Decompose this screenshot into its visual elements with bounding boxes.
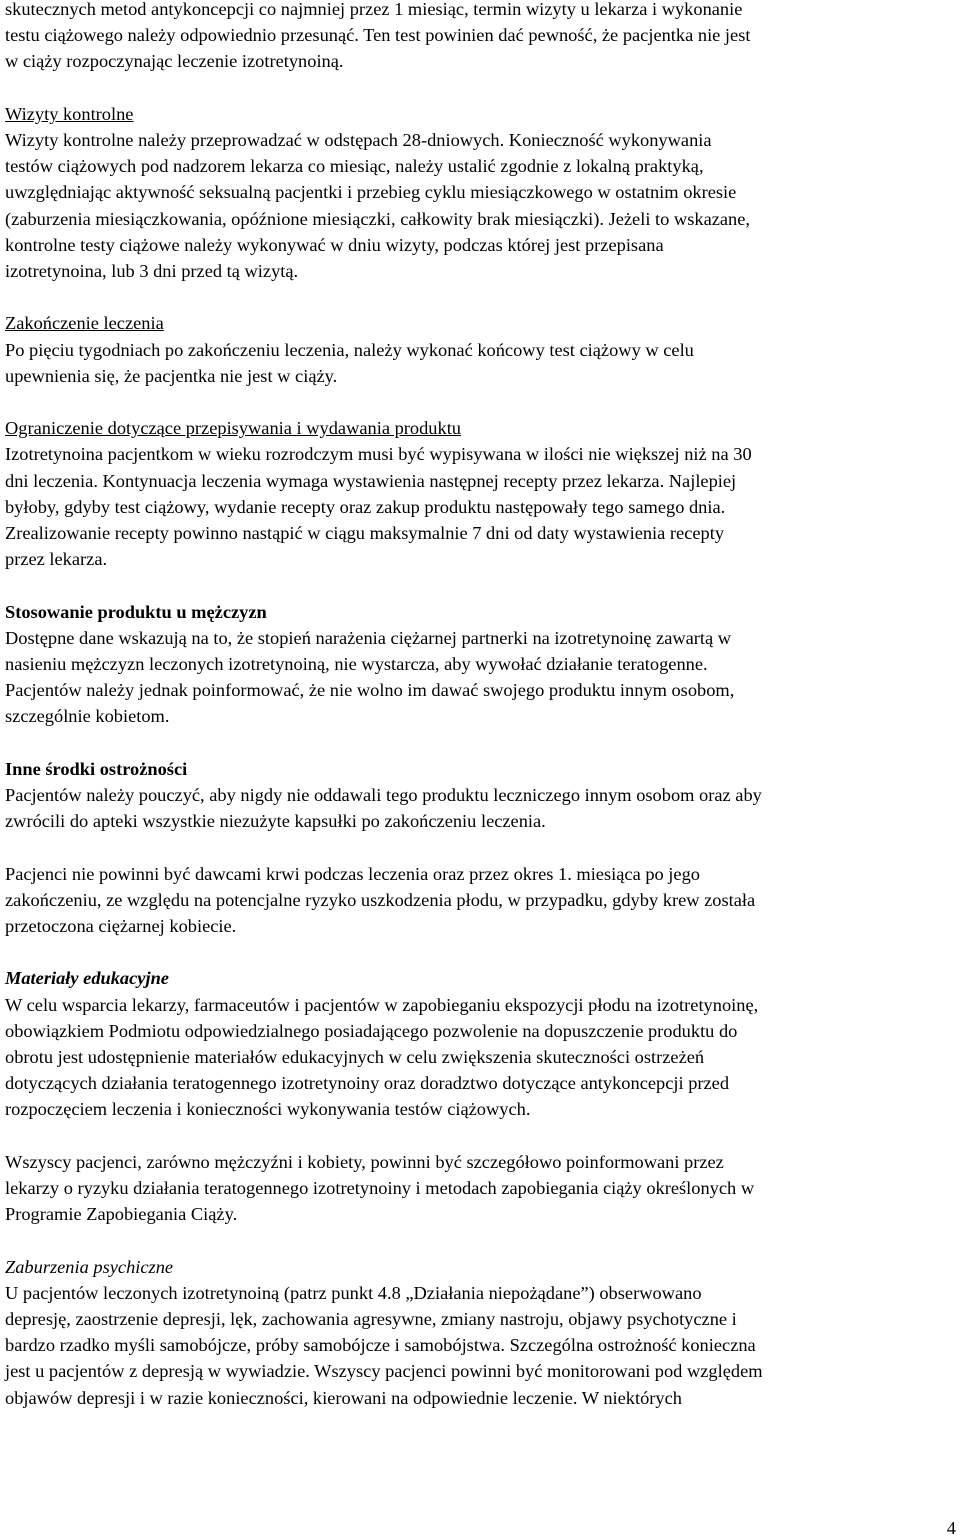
text-line: Po pięciu tygodniach po zakończeniu leczenia, należy wykonać końcowy test ciążowy w celu: [5, 339, 694, 360]
section-heading: Wizyty kontrolne: [5, 103, 134, 124]
text-line: testów ciążowych pod nadzorem lekarza co miesiąc, należy ustalić zgodnie z lokalną praktyką,: [5, 156, 704, 177]
text-line: zwrócili do apteki wszystkie niezużyte kapsułki po zakończeniu leczenia.: [5, 811, 546, 832]
text-line: U pacjentów leczonych izotretynoiną (patrz punkt 4.8 „Działania niepożądane”) obserwowano: [5, 1282, 702, 1303]
section-ograniczenie: [5, 415, 957, 572]
text-line: Pacjenci nie powinni być dawcami krwi podczas leczenia oraz przez okres 1. miesiąca po jego: [5, 863, 700, 884]
text-line: przez lekarza.: [5, 549, 108, 570]
text-line: dotyczących działania teratogennego izotretynoiny oraz doradztwo dotyczące antykoncepcji przed: [5, 1073, 730, 1094]
text-line: depresję, zaostrzenie depresji, lęk, zachowania agresywne, zmiany nastroju, objawy psychotyczne i: [5, 1309, 737, 1330]
section-inne-srodki-paragraph-2: [5, 861, 957, 940]
text-line: Zrealizowanie recepty powinno nastąpić w ciągu maksymalnie 7 dni od daty wystawienia recepty: [5, 523, 725, 544]
text-line: (zaburzenia miesiączkowania, opóźnione miesiączki, całkowity brak miesiączki). Jeżeli to wskazane,: [5, 208, 751, 229]
text-line: kontrolne testy ciążowe należy wykonywać w dniu wizyty, podczas której jest przepisana: [5, 234, 664, 255]
intro-paragraph: [5, 0, 957, 75]
text-line: Dostępne dane wskazują na to, że stopień narażenia ciężarnej partnerki na izotretynoinę zawartą w: [5, 627, 732, 648]
section-inne-srodki: [5, 756, 957, 835]
section-heading: Ograniczenie dotyczące przepisywania i wydawania produktu: [5, 418, 461, 439]
text-line: w ciąży rozpoczynając leczenie izotretynoiną.: [5, 51, 344, 72]
section-wizyty-kontrolne: [5, 101, 957, 284]
text-line: byłoby, gdyby test ciążowy, wydanie recepty oraz zakup produktu następowały tego samego dnia.: [5, 496, 726, 517]
text-line: obowiązkiem Podmiotu odpowiedzialnego posiadającego pozwolenie na dopuszczenie produktu do: [5, 1020, 738, 1041]
text-line: Wszyscy pacjenci, zarówno mężczyźni i kobiety, powinni być szczegółowo poinformowani przez: [5, 1151, 724, 1172]
text-line: lekarzy o ryzyku działania teratogennego izotretynoiny i metodach zapobiegania ciąży określonych w: [5, 1178, 755, 1199]
text-line: izotretynoina, lub 3 dni przed tą wizytą.: [5, 261, 299, 282]
section-zaburzenia-psychiczne: [5, 1254, 957, 1411]
section-materialy-edukacyjne: [5, 965, 957, 1122]
text-line: jest u pacjentów z depresją w wywiadzie. Wszyscy pacjenci powinni być monitorowani pod względem: [5, 1361, 763, 1382]
section-zakonczenie-leczenia: [5, 310, 957, 389]
text-line: nasieniu mężczyzn leczonych izotretynoiną, nie wystarcza, aby wywołać działanie teratogenne.: [5, 654, 708, 675]
section-stosowanie-u-mezczyzn: [5, 599, 957, 730]
text-line: Izotretynoina pacjentkom w wieku rozrodczym musi być wypisywana w ilości nie większej niż na 30: [5, 444, 752, 465]
section-heading: Zaburzenia psychiczne: [5, 1256, 174, 1277]
text-line: zakończeniu, ze względu na potencjalne ryzyko uszkodzenia płodu, w przypadku, gdyby krew została: [5, 889, 756, 910]
text-line: upewnienia się, że pacjentka nie jest w ciąży.: [5, 365, 338, 386]
text-line: testu ciążowego należy odpowiednio przesunąć. Ten test powinien dać pewność, że pacjentka nie jest: [5, 25, 751, 46]
section-heading: Stosowanie produktu u mężczyzn: [5, 601, 267, 622]
text-line: W celu wsparcia lekarzy, farmaceutów i pacjentów w zapobieganiu ekspozycji płodu na izotretynoinę,: [5, 994, 759, 1015]
text-line: Pacjentów należy pouczyć, aby nigdy nie oddawali tego produktu leczniczego innym osobom oraz aby: [5, 785, 762, 806]
text-line: Pacjentów należy jednak poinformować, że nie wolno im dawać swojego produktu innym osobom,: [5, 680, 735, 701]
text-line: przetoczona ciężarnej kobiecie.: [5, 916, 237, 937]
section-heading: Materiały edukacyjne: [5, 968, 169, 989]
text-line: obrotu jest udostępnienie materiałów edukacyjnych w celu zwiększenia skuteczności ostrzeżeń: [5, 1047, 705, 1068]
document-page: [5, 0, 957, 1411]
text-line: rozpoczęciem leczenia i konieczności wykonywania testów ciążowych.: [5, 1099, 531, 1120]
text-line: Programie Zapobiegania Ciąży.: [5, 1204, 238, 1225]
text-line: uwzględniając aktywność seksualną pacjentki i przebieg cyklu miesiączkowego w ostatnim okresie: [5, 182, 737, 203]
text-line: skutecznych metod antykoncepcji co najmniej przez 1 miesiąc, termin wizyty u lekarza i wykonanie: [5, 0, 743, 19]
text-line: objawów depresji i w razie konieczności, kierowani na odpowiednie leczenie. W niektórych: [5, 1387, 682, 1408]
text-line: Wizyty kontrolne należy przeprowadzać w odstępach 28-dniowych. Konieczność wykonywania: [5, 130, 712, 150]
section-heading: Inne środki ostrożności: [5, 758, 188, 779]
section-heading: Zakończenie leczenia: [5, 313, 164, 334]
text-line: dni leczenia. Kontynuacja leczenia wymaga wystawienia następnej recepty przez lekarza. Najlepiej: [5, 470, 737, 491]
text-line: bardzo rzadko myśli samobójcze, próby samobójcze i samobójstwa. Szczególna ostrożność konieczna: [5, 1335, 756, 1356]
page-number: 4: [946, 1518, 956, 1538]
section-materialy-edukacyjne-paragraph-2: [5, 1149, 957, 1228]
text-line: szczególnie kobietom.: [5, 706, 170, 727]
